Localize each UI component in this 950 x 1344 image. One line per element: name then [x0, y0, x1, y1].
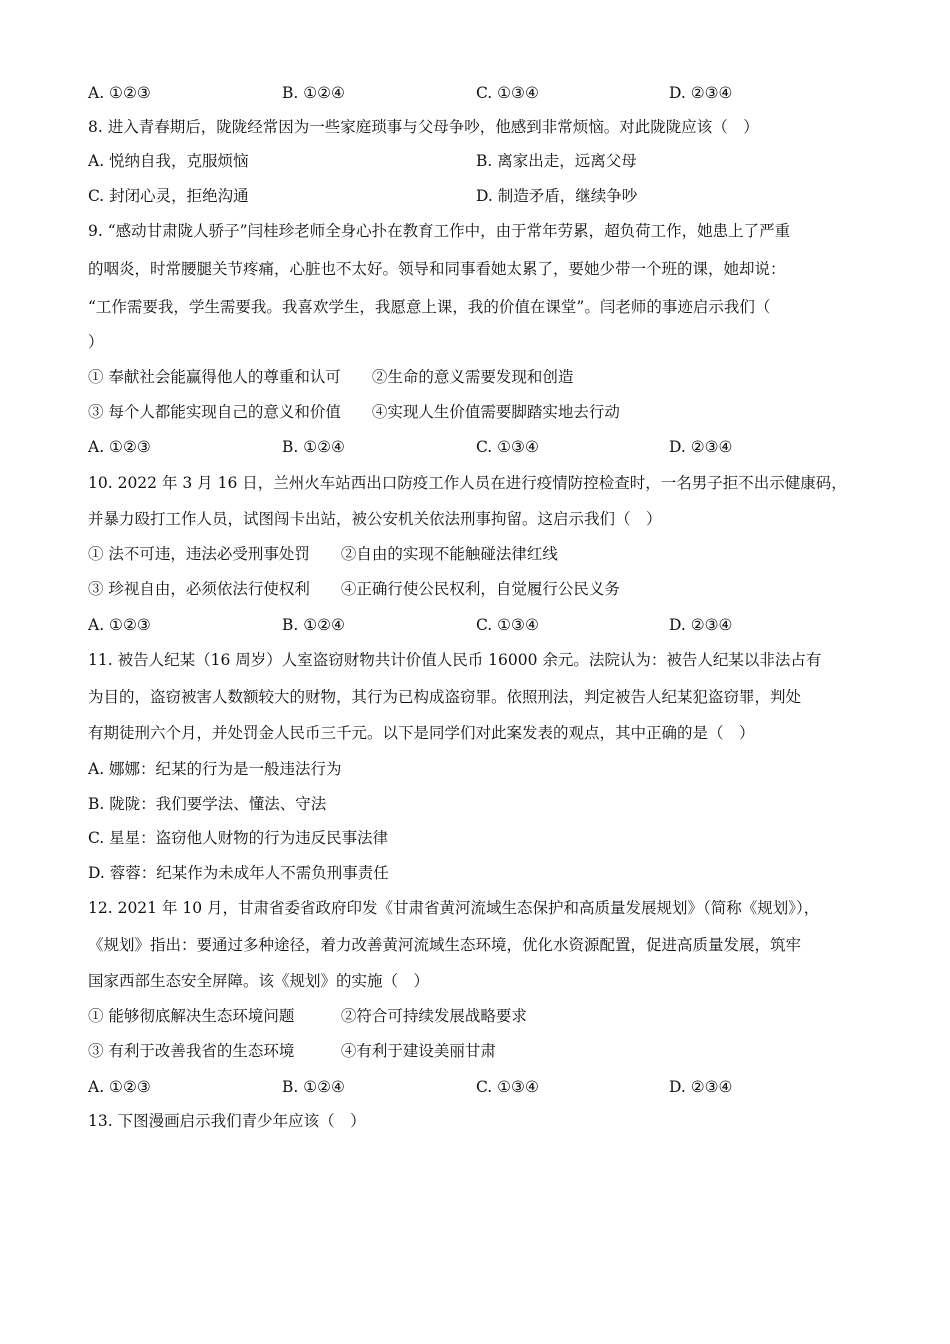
q9-stem-line-1: 9. “感动甘肃陇人骄子”闫桂珍老师全身心扑在教育工作中，由于常年劳累，超负荷工作，她患上了严重: [88, 222, 791, 240]
q11-option-b[interactable]: B. 陇陇：我们要学法、懂法、守法: [88, 795, 327, 813]
q7-option-b[interactable]: B. ①②④: [282, 84, 345, 102]
q12-stem-line-3: 国家西部生态安全屏障。该《规划》的实施（ ）: [88, 972, 430, 990]
q10-option-a[interactable]: A. ①②③: [88, 616, 151, 634]
q8-option-c[interactable]: C. 封闭心灵，拒绝沟通: [88, 187, 249, 205]
q10-stem-line-2: 并暴力殴打工作人员，试图闯卡出站，被公安机关依法刑事拘留。这启示我们（ ）: [88, 510, 662, 528]
q13-stem: 13. 下图漫画启示我们青少年应该（ ）: [88, 1112, 366, 1130]
q8-stem: 8. 进入青春期后，陇陇经常因为一些家庭琐事与父母争吵，他感到非常烦恼。对此陇陇应该（ ）: [88, 118, 759, 136]
q12-option-d[interactable]: D. ②③④: [669, 1078, 733, 1096]
q8-option-d[interactable]: D. 制造矛盾，继续争吵: [476, 187, 638, 205]
q9-stem-line-4: ）: [88, 333, 104, 351]
q9-stem-line-2: 的咽炎，时常腰腿关节疼痛，心脏也不太好。领导和同事看她太累了，要她少带一个班的课，她却说：: [88, 260, 786, 278]
q7-option-c[interactable]: C. ①③④: [476, 84, 539, 102]
q9-option-b[interactable]: B. ①②④: [282, 438, 345, 456]
q10-option-d[interactable]: D. ②③④: [669, 616, 733, 634]
q10-statements-2: ③ 珍视自由，必须依法行使权利 ④正确行使公民权利，自觉履行公民义务: [88, 580, 620, 598]
q10-option-c[interactable]: C. ①③④: [476, 616, 539, 634]
q11-stem-line-2: 为目的，盗窃被害人数额较大的财物，其行为已构成盗窃罪。依照刑法，判定被告人纪某犯盗窃罪，判处: [88, 688, 802, 706]
q9-option-c[interactable]: C. ①③④: [476, 438, 539, 456]
q11-stem-line-3: 有期徒刑六个月，并处罚金人民币三千元。以下是同学们对此案发表的观点，其中正确的是（ ）: [88, 724, 755, 742]
q12-option-b[interactable]: B. ①②④: [282, 1078, 345, 1096]
q8-option-b[interactable]: B. 离家出走，远离父母: [476, 152, 637, 170]
q12-statements-2: ③ 有利于改善我省的生态环境 ④有利于建设美丽甘肃: [88, 1042, 496, 1060]
q9-statements-2: ③ 每个人都能实现自己的意义和价值 ④实现人生价值需要脚踏实地去行动: [88, 403, 620, 421]
q10-option-b[interactable]: B. ①②④: [282, 616, 345, 634]
q9-option-a[interactable]: A. ①②③: [88, 438, 151, 456]
q10-stem-line-1: 10. 2022 年 3 月 16 日，兰州火车站西出口防疫工作人员在进行疫情防控检查时，一名男子拒不出示健康码，: [88, 474, 847, 492]
q12-stem-line-1: 12. 2021 年 10 月，甘肃省委省政府印发《甘肃省黄河流域生态保护和高质量发展规划》（简称《规划》），: [88, 899, 820, 917]
q11-option-d[interactable]: D. 蓉蓉：纪某作为未成年人不需负刑事责任: [88, 864, 389, 882]
q9-option-d[interactable]: D. ②③④: [669, 438, 733, 456]
q12-option-c[interactable]: C. ①③④: [476, 1078, 539, 1096]
q7-option-a[interactable]: A. ①②③: [88, 84, 151, 102]
q11-option-c[interactable]: C. 星星：盗窃他人财物的行为违反民事法律: [88, 829, 389, 847]
q11-stem-line-1: 11. 被告人纪某（16 周岁）人室盗窃财物共计价值人民币 16000 余元。法院认为：被告人纪某以非法占有: [88, 651, 822, 669]
q12-stem-line-2: 《规划》指出：要通过多种途径，着力改善黄河流域生态环境，优化水资源配置，促进高质量发展，筑牢: [88, 936, 802, 954]
q12-option-a[interactable]: A. ①②③: [88, 1078, 151, 1096]
q9-stem-line-3: “工作需要我，学生需要我。我喜欢学生，我愿意上课，我的价值在课堂”。闫老师的事迹启示我们（: [88, 298, 771, 316]
q7-option-d[interactable]: D. ②③④: [669, 84, 733, 102]
q10-statements-1: ① 法不可违，违法必受刑事处罚 ②自由的实现不能触碰法律红线: [88, 545, 558, 563]
q11-option-a[interactable]: A. 娜娜：纪某的行为是一般违法行为: [88, 760, 342, 778]
q9-statements-1: ① 奉献社会能赢得他人的尊重和认可 ②生命的意义需要发现和创造: [88, 368, 574, 386]
q12-statements-1: ① 能够彻底解决生态环境问题 ②符合可持续发展战略要求: [88, 1007, 527, 1025]
q8-option-a[interactable]: A. 悦纳自我，克服烦恼: [88, 152, 249, 170]
